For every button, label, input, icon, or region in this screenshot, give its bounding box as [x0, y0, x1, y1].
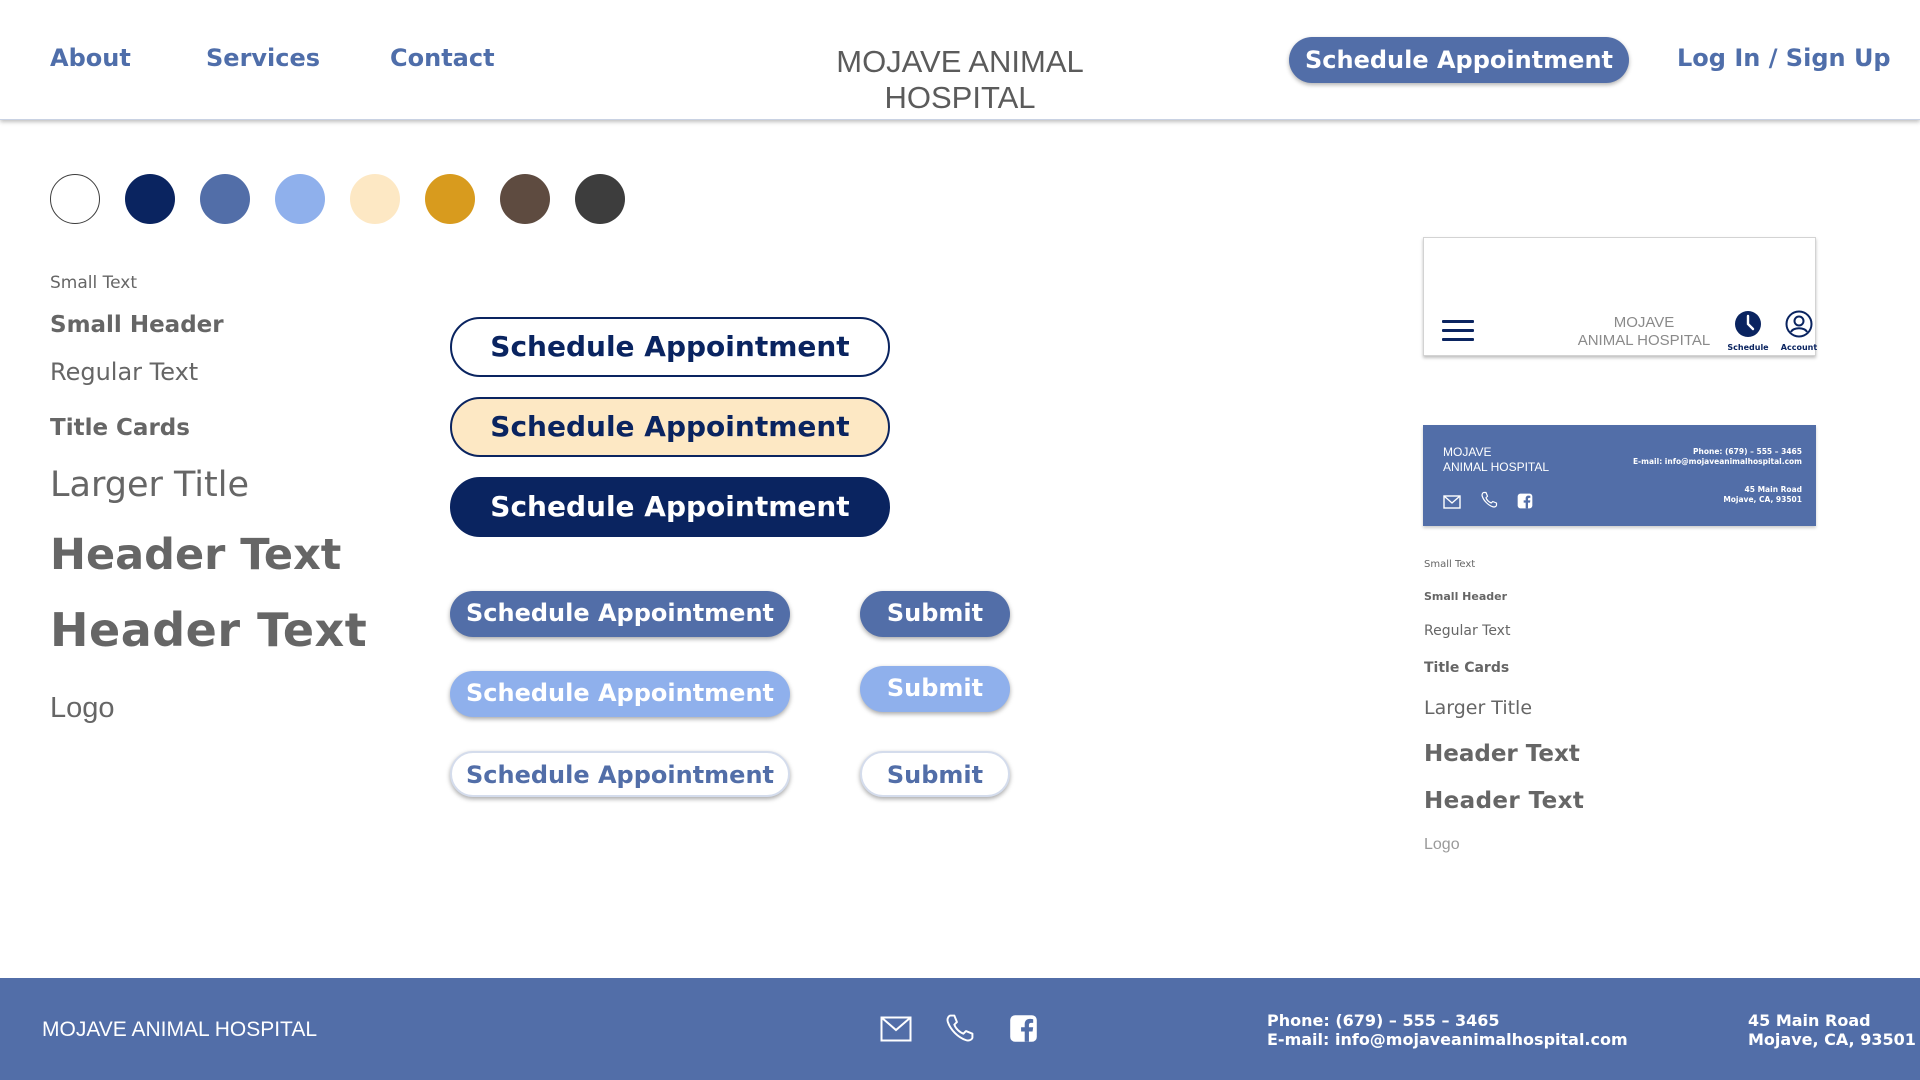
schedule-button-navy[interactable]: Schedule Appointment — [450, 477, 890, 537]
mobile-schedule-button[interactable] — [1724, 310, 1772, 352]
sample-small-text: Small Text — [50, 273, 138, 293]
swatch-white — [50, 174, 100, 224]
small-sample-title-cards: Title Cards — [1424, 660, 1510, 676]
mobile-footer-phone: Phone: (679) – 555 – 3465 — [1692, 447, 1802, 456]
site-logo[interactable]: MOJAVE ANIMAL HOSPITAL — [836, 44, 1084, 115]
swatch-light-blue — [275, 174, 325, 224]
account-label: Account — [1780, 343, 1818, 352]
nav-link-services[interactable]: Services — [206, 44, 321, 72]
schedule-button-hover[interactable]: Schedule Appointment — [450, 671, 790, 717]
footer-address — [1748, 1011, 1916, 1049]
mobile-header-logo[interactable] — [1544, 314, 1744, 350]
mail-icon[interactable] — [880, 1016, 912, 1042]
facebook-icon[interactable] — [1517, 493, 1533, 509]
swatch-charcoal — [575, 174, 625, 224]
mobile-footer-logo — [1443, 445, 1563, 475]
mobile-footer-contact — [1633, 447, 1802, 467]
small-sample-header-text-bold: Header Text — [1424, 741, 1580, 767]
mobile-footer-logo-line1: MOJAVE — [1443, 445, 1492, 459]
phone-icon[interactable] — [944, 1013, 975, 1044]
site-footer — [0, 978, 1920, 1080]
sample-header-text-black: Header Text — [50, 603, 368, 657]
schedule-button-white[interactable]: Schedule Appointment — [450, 751, 790, 797]
sample-logo: Logo — [50, 692, 115, 724]
sample-larger-title: Larger Title — [50, 465, 249, 505]
mail-icon[interactable] — [1443, 495, 1461, 509]
small-sample-header-text-black: Header Text — [1424, 788, 1585, 814]
sample-title-cards: Title Cards — [50, 415, 190, 441]
top-navigation-bar — [0, 0, 1920, 120]
mobile-footer-address-line1: 45 Main Road — [1744, 485, 1802, 494]
submit-button-white[interactable]: Submit — [860, 751, 1010, 797]
login-signup-link[interactable]: Log In / Sign Up — [1677, 44, 1891, 72]
nav-link-about[interactable]: About — [50, 44, 131, 72]
small-sample-larger-title: Larger Title — [1424, 697, 1533, 719]
schedule-appointment-button[interactable]: Schedule Appointment — [1289, 37, 1629, 83]
small-sample-regular-text: Regular Text — [1424, 623, 1511, 639]
submit-button-primary[interactable]: Submit — [860, 591, 1010, 637]
mobile-footer-address-line2: Mojave, CA, 93501 — [1723, 495, 1802, 504]
small-sample-small-header: Small Header — [1424, 590, 1508, 603]
account-icon — [1785, 310, 1813, 338]
swatch-brown — [500, 174, 550, 224]
mobile-footer-preview — [1423, 425, 1816, 526]
swatch-navy — [125, 174, 175, 224]
footer-phone[interactable]: Phone: (679) – 555 – 3465 — [1267, 1011, 1500, 1030]
mobile-header-preview — [1423, 237, 1816, 356]
mobile-footer-address — [1723, 485, 1802, 505]
sample-regular-text: Regular Text — [50, 358, 199, 386]
mobile-footer-logo-line2: ANIMAL HOSPITAL — [1443, 460, 1550, 474]
facebook-icon[interactable] — [1009, 1014, 1038, 1043]
footer-email[interactable]: E-mail: info@mojaveanimalhospital.com — [1267, 1030, 1628, 1049]
nav-link-contact[interactable]: Contact — [390, 44, 495, 72]
schedule-button-cream[interactable]: Schedule Appointment — [450, 397, 890, 457]
small-sample-small-text: Small Text — [1424, 559, 1476, 570]
sample-small-header: Small Header — [50, 312, 224, 338]
swatch-gold — [425, 174, 475, 224]
swatch-blue — [200, 174, 250, 224]
mobile-account-button[interactable] — [1775, 310, 1823, 352]
submit-button-hover[interactable]: Submit — [860, 666, 1010, 712]
schedule-button-primary[interactable]: Schedule Appointment — [450, 591, 790, 637]
schedule-label: Schedule — [1727, 343, 1769, 352]
mobile-header-logo-line2: ANIMAL HOSPITAL — [1577, 332, 1711, 349]
swatch-cream — [350, 174, 400, 224]
footer-logo[interactable]: MOJAVE ANIMAL HOSPITAL — [42, 1018, 318, 1041]
mobile-header-logo-line1: MOJAVE — [1613, 314, 1675, 331]
footer-address-line2: Mojave, CA, 93501 — [1748, 1030, 1916, 1049]
hamburger-menu-icon[interactable] — [1442, 320, 1474, 342]
footer-contact — [1267, 1011, 1628, 1049]
mobile-footer-email: E-mail: info@mojaveanimalhospital.com — [1632, 457, 1802, 466]
clock-icon — [1734, 310, 1762, 338]
mobile-footer-icons — [1443, 491, 1533, 513]
small-sample-logo: Logo — [1424, 836, 1460, 853]
schedule-button-outline-navy[interactable]: Schedule Appointment — [450, 317, 890, 377]
sample-header-text-bold: Header Text — [50, 530, 342, 580]
phone-icon[interactable] — [1480, 491, 1498, 509]
footer-address-line1: 45 Main Road — [1748, 1011, 1871, 1030]
